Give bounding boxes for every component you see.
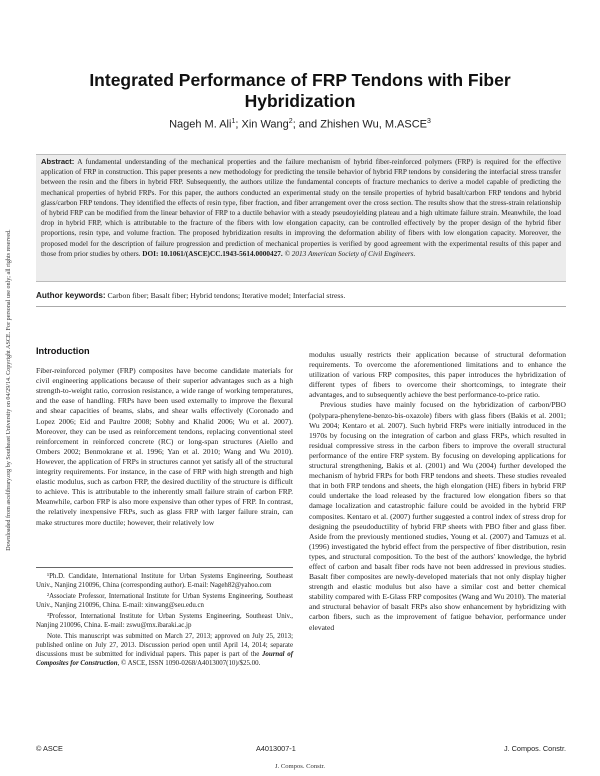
abstract-label: Abstract: bbox=[41, 157, 75, 166]
footer-journal: J. Compos. Constr. bbox=[503, 744, 566, 753]
right-column bbox=[309, 350, 566, 633]
manuscript-note-text: Note. This manuscript was submitted on March 27, 2013; approved on July 25, 2013; published online on July 27, 2013. Discussion period open until April 14, 2014; separate discussions must be submitted for individual papers. This paper is part of the bbox=[36, 632, 293, 659]
doi-link[interactable]: DOI: 10.1061/(ASCE)CC.1943-5614.0000427. bbox=[142, 249, 283, 258]
journal-name: Journal of Composites for Construction bbox=[36, 651, 293, 668]
body-paragraph: modulus usually restricts their application because of structural deformation requirements. To overcome the aforementioned limitations and to enhance the utilization of various FRP composites, this paper introduces the hybridization of different types of fibers to overcome their shortcomings, to integrate their advantages, and to subsequently achieve the best performance-to-price ratio. bbox=[309, 350, 566, 400]
copyright-notice: © 2013 American Society of Civil Engineers. bbox=[284, 249, 416, 258]
author-separator: ; bbox=[235, 118, 242, 131]
author-name: Nageh M. Ali bbox=[169, 118, 232, 131]
footnote-author-1: ¹Ph.D. Candidate, International Institute for Urban Systems Engineering, Southeast Univ., Nanjing 210096, China (corresponding author). E-mail: Nageh82@yahoo.com bbox=[36, 573, 293, 590]
issn-text: , © ASCE, ISSN 1090-0268/A4013007(10)/$25.00. bbox=[117, 660, 261, 668]
footnote-author-2: ²Associate Professor, International Institute for Urban Systems Engineering, Southeast Univ., Nanjing 210096, China. E-mail: xinwang@seu.edu.cn bbox=[36, 592, 293, 610]
footer-copyright: © ASCE bbox=[36, 744, 63, 753]
download-notice-text: Downloaded from ascelibrary.org by Southeast University on 04/29/14. Copyright ASCE. For personal use only; all rights reserved. bbox=[6, 229, 12, 551]
keywords-text: Carbon fiber; Basalt fiber; Hybrid tendons; Iterative model; Interfacial stress. bbox=[107, 291, 346, 300]
author-affiliation-mark: 3 bbox=[427, 118, 431, 125]
footer-article-number: A4013007-1 bbox=[256, 744, 296, 753]
left-column bbox=[36, 346, 293, 528]
author-list bbox=[40, 118, 560, 131]
author-separator: ; and bbox=[292, 118, 321, 131]
body-paragraph: Fiber-reinforced polymer (FRP) composites have become candidate materials for civil engineering applications because of their superior advantages such as a high strength-to-weight ratio, corrosion resistance, a wide range of working temperatures, and the ease of handling. FRPs have been used externally to improve the flexural and shear capacities of beams, slabs, and shear walls effectively (Coronado and Lopez 2006; Eid and Paultre 2008; Sobhy and Khalid 2006; Wu et al. 2007). Moreover, they can be used as reinforcement tendons, replacing conventional steel reinforcement in reinforced concrete (RC) or long-span structures (Aiello and Ombers 2002; Benmokrane et al. 1996; Yan et al. 2010; Wang and Wu 2010). However, the application of FRPs in structures cannot yet satisfy all of the structural integrity requirements. For instance, in the case of FRP with high strength and high elastic modulus, such as carbon FRP, the desired ductility of the structure is difficult to achieve. This is attributable to the inherently small failure strain of carbon FRP. Meanwhile, carbon FRP is also more expensive than other types of FRP. In contrast, the relatively inexpensive FRPs, such as glass FRP with larger failure strain, can make structures more ductile; however, their relatively low bbox=[36, 366, 293, 527]
footnote-author-3: ³Professor, International Institute for Urban Systems Engineering, Southeast Univ., Nanjing 210096, China. E-mail: zswu@mx.ibaraki.ac.jp bbox=[36, 612, 293, 630]
author-affiliation-mark: 2 bbox=[288, 118, 293, 125]
author-footnotes bbox=[36, 567, 293, 669]
paper-title: Integrated Performance of FRP Tendons with Fiber Hybridization bbox=[89, 70, 511, 111]
manuscript-note bbox=[36, 632, 293, 669]
abstract bbox=[41, 157, 561, 259]
abstract-text: A fundamental understanding of the mechanical properties and the failure mechanism of hybrid fiber-reinforced polymers (FRP) is required for the effective application of FRP in construction. This paper presents a new methodology for predicting the tensile behavior of hybrid FRP tendons by considering the interfacial stress transfer between the resin and the fibers in hybrid FRP. Subsequently, the authors utilize the fundamental concepts of fracture mechanics to derive a model capable of predicting the mechanical properties of hybrid FRPs. For this paper, the authors conducted an experimental study on the tensile properties of hybrid basalt/carbon FRP tendons and hybrid glass/carbon FRP tendons. They identified the effects of resin type, fiber fraction, and fiber arrangement over the cross section. The results show that the stress-strain relationship of hybrid FRP can be modified from the linear behavior of FRP to a ductile behavior with a steady pseudoyielding plateau and a high ultimate failure strain. Meanwhile, the load drop in hybrid FRP, which is attributable to the fracture of the fibers with low elongation capacity, can be controlled effectively by the proper design of the hybrid fiber proportions, resin type, and volume fraction. The proposed hybridization results in improving the deformation ability of fibers with low elongation capacity. Moreover, the proposed model for the description of failure progression and prediction of mechanical properties is verified by good agreement with the experimental results of this paper and those from prior studies by others. bbox=[41, 158, 561, 258]
section-heading-introduction: Introduction bbox=[36, 346, 90, 356]
author-name: Xin Wang bbox=[241, 118, 289, 131]
download-side-note bbox=[3, 150, 15, 630]
author-keywords bbox=[36, 291, 566, 307]
bottom-journal-name: J. Compos. Constr. bbox=[274, 763, 325, 770]
keywords-label: Author keywords: bbox=[36, 291, 106, 300]
body-paragraph: Previous studies have mainly focused on the hybridization of carbon/PBO (polypara-phenylene-benzo-bis-oxazole) fibers with glass fibers (Bakis et al. 2001; Wu 2004; Kentaro et al. 2007). Such hybrid FRPs were initially introduced in the 1970s by focusing on the integration of carbon and glass FRPs, which resulted in residual compressive stress in the carbon fibers to improve the overall structural performance of the entire FRP system. By focusing on developing applications for structural strengthening, Bakis et al. (2001) and Wu (2004) further developed the mechanism of hybrid FRPs for both FRP tendons and sheets. These studies revealed that in both FRP tendons and sheets, the high elongation (HE) fibers in hybrid FRP could undertake the load released by the fractured low elongation fibers so that damage localization and catastrophic failure could be avoided in the hybrid FRP composites. Kentaro et al. (2007) further suggested a control index of stress drop for designing the pseudoductility of hybrid FRP sheets with PBO fiber and glass fiber. Aside from the previously mentioned studies, Young et al. (2007) and Tamuzs et al. (1996) investigated the hybrid effect from the perspective of fiber distribution, resin types, and structural composition. To the best of the authors' knowledge, the hybrid effect of carbon and basalt fiber rods have not been addressed in previous studies. Basalt fiber composites are newly-developed materials that not only display higher strength and elastic modulus but also have a similar cost and better chemical stability compared with E-Glass FRP composites (Wang and Wu 2010). The material and structural behavior of basalt FRPs also show enhancement by hybridizing with carbon fibers, such as the improvement of fatigue behavior, performance under elevated bbox=[309, 400, 566, 632]
author-affiliation-mark: 1 bbox=[231, 118, 236, 125]
author-name: Zhishen Wu, M.ASCE bbox=[320, 118, 427, 131]
